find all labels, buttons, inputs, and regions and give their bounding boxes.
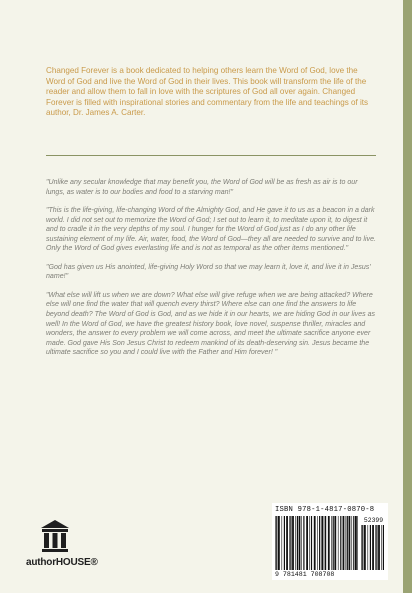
barcode-bar [278,516,280,570]
barcode-bar [383,525,384,570]
barcode-bar [372,525,374,570]
barcode-bar [297,516,298,570]
barcode-bar [282,516,283,570]
isbn-label: ISBN 978-1-4817-0870-8 [275,506,375,514]
barcode-bar [325,516,326,570]
quote-4: "What else will lift us when we are down? What else will give refuge when we are being attacked? Where else will one find the water that will quench every thirst? Where else can one find the answers to life beyond death? The Word of God is God, and as we hide it in our hearts, we are hiding God in our lives as well! In the Word of God, we have the greatest history book, love novel, suspense thriller, miracles and wonders, the answer to every problem we will come across, and meet the ultimate sacrifice anyone ever made. God gave His Son Jesus Christ to redeem mankind of its death-deserving sin. Jesus became the ultimate sacrifice so you and I could live with the Father and Him forever! " [46,291,376,357]
barcode-bar [314,516,316,570]
barcode-bar [306,516,308,570]
barcode-bar [378,525,380,570]
barcode-bar [328,516,330,570]
barcode-bar [319,516,320,570]
cover-edge-stripe [403,0,412,593]
barcode-bar [295,516,296,570]
barcode-bar [370,525,371,570]
barcode-bar [284,516,285,570]
quote-1: "Unlike any secular knowledge that may benefit you, the Word of God will be as fresh as air is to our lungs, as water is to our bodies and food to a starving man!" [46,179,358,196]
barcode-bar [351,516,352,570]
barcode-bar [289,516,290,570]
ean-number: 9 781481 708708 [275,571,335,578]
barcode-bar [309,516,310,570]
book-description: Changed Forever is a book dedicated to helping others learn the Word of God, love the Word of God and live the Word of God in their lives. This book will transform the life of the reader and allow them to fall in love with the scriptures of God all over again. Changed Forever is filled with inspirational stories and commentary from the life and teachings of its author, Dr. James A. Carter. [46,66,369,118]
barcode-bar [286,516,288,570]
barcode-bar [364,525,366,570]
barcode-bar [331,516,332,570]
barcode-bar [355,516,357,570]
barcode-bar [362,525,363,570]
barcode-block [272,503,388,580]
publisher-logo [26,519,98,577]
ean-barcode [275,516,359,570]
barcode-bar [376,525,377,570]
barcode-bar [301,516,302,570]
barcode-bar [275,516,276,570]
barcode-bar [357,516,358,570]
barcode-bar [303,516,304,570]
barcode-bar [340,516,341,570]
barcode-bar [346,516,347,570]
quotes-section [46,178,378,367]
barcode-bar [321,516,323,570]
barcode-bar [290,516,291,570]
barcode-bar [361,525,362,570]
quote-2: "This is the life-giving, life-changing Word of the Almighty God, and He gave it to us as a beacon in a dark world. I did not set out to memorize the Word of God; I set out to learn it, to meditate upon it, to digest it and to cradle it in the very depths of my soul. I hunger for the Word of God just as I do any other life sustaining element of my life. Air, water, food, the Word of God—they all are needed to survive and to live. Only the Word of God gives everlasting life and is not as temporal as the other items mentioned." [46,207,376,253]
barcode-bar [338,516,339,570]
barcode-bar [353,516,354,570]
barcode-bar [311,516,312,570]
barcode-bar [333,516,334,570]
authorhouse-building-icon [40,519,70,553]
barcode-bar [375,525,376,570]
barcode-bar [334,516,336,570]
barcode-bar [292,516,294,570]
barcode-bar [324,516,325,570]
barcode-bar [368,525,369,570]
barcode-bar [276,516,277,570]
barcode-bar [349,516,351,570]
barcode-bar [347,516,348,570]
quote-3: "God has given us His anointed, life-giving Holy Word so that we may learn it, love it, and live it in Jesus' name!" [46,263,371,281]
publisher-name: authorHOUSE® [26,557,98,568]
addon-barcode [361,516,386,570]
barcode-bar [299,516,301,570]
barcode-bar [381,525,382,570]
section-divider [46,155,376,156]
barcode-bar [343,516,345,570]
barcode-bar [317,516,318,570]
barcode-addon-number: 52399 [363,517,384,524]
